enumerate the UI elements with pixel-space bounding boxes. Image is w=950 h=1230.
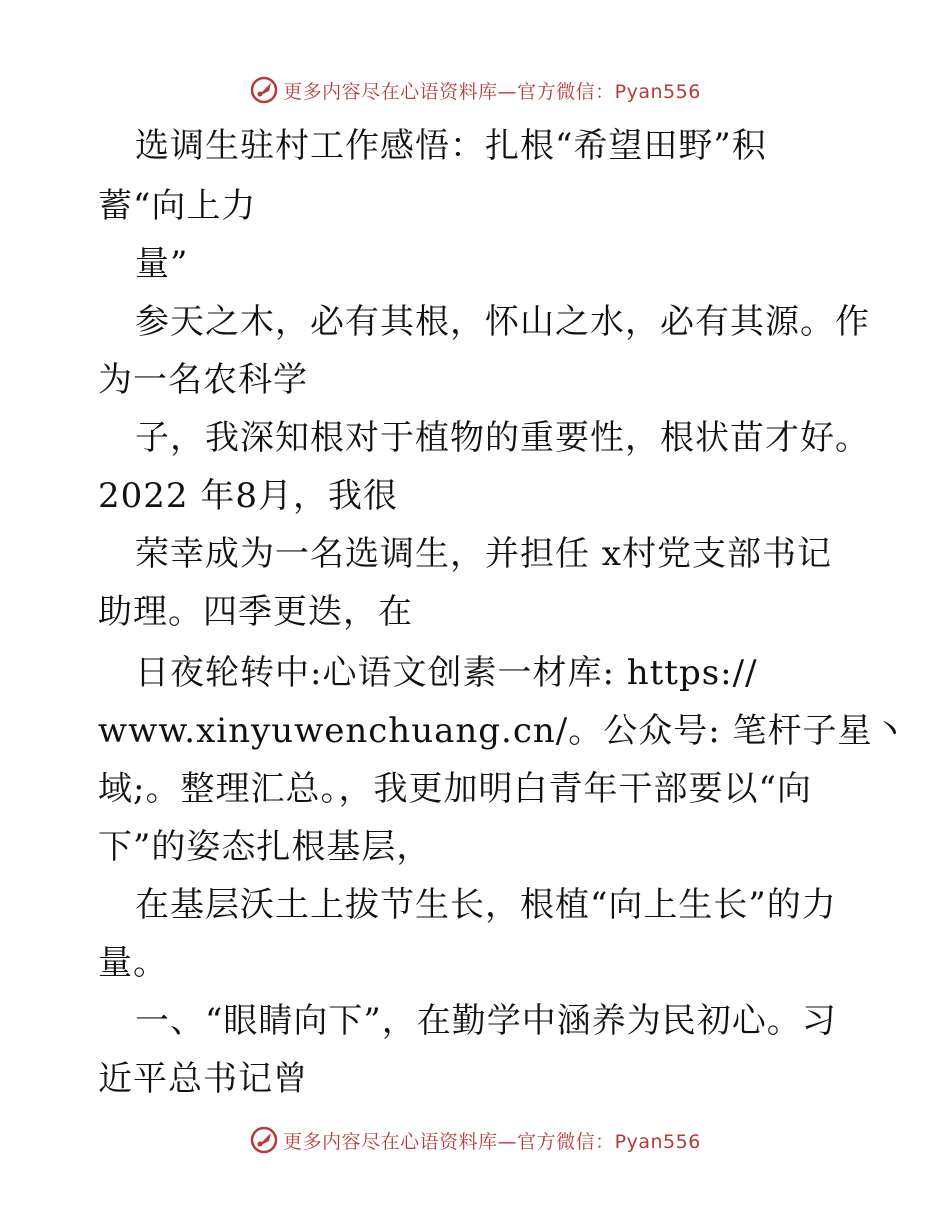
paragraph-line: 量。 (98, 943, 168, 983)
paragraph-line: 助理。四季更迭，在 (98, 592, 413, 632)
watermark-text: 更多内容尽在心语资料库—官方微信：Pyan556 (283, 80, 701, 103)
footer-watermark-banner (0, 1120, 950, 1160)
paragraph-line: 荣幸成为一名选调生，并担任 x村党支部书记 (135, 534, 832, 574)
watermark-text: 更多内容尽在心语资料库—官方微信：Pyan556 (283, 1130, 701, 1153)
title-line-3: 量” (135, 244, 189, 284)
header-watermark-banner (0, 70, 950, 110)
paragraph-line: www.xinyuwenchuang.cn/。公众号: 笔杆子星丶 (98, 711, 908, 751)
paragraph-line: 在基层沃土上拔节生长，根植“向上生长”的力 (135, 885, 837, 925)
paragraph-line: 近平总书记曾 (98, 1059, 308, 1099)
paragraph-line: 域;。整理汇总。，我更加明白青年干部要以“向 (98, 769, 812, 809)
paragraph-line: 2022 年8月，我很 (98, 476, 398, 516)
quill-logo-icon (249, 1125, 279, 1155)
paragraph-line: 一、“眼睛向下”，在勤学中涵养为民初心。习 (135, 1001, 837, 1041)
paragraph-line: 子，我深知根对于植物的重要性，根状苗才好。 (135, 418, 870, 458)
title-line-1: 选调生驻村工作感悟：扎根“希望田野”积 (135, 126, 767, 166)
paragraph-line: 为一名农科学 (98, 360, 308, 400)
paragraph-line: 下”的姿态扎根基层， (98, 827, 432, 867)
title-line-2: 蓄“向上力 (98, 186, 257, 226)
paragraph-line: 日夜轮转中:心语文创素一材库: https:// (135, 653, 758, 693)
paragraph-line: 参天之木，必有其根，怀山之水，必有其源。作 (135, 302, 870, 342)
quill-logo-icon (249, 75, 279, 105)
